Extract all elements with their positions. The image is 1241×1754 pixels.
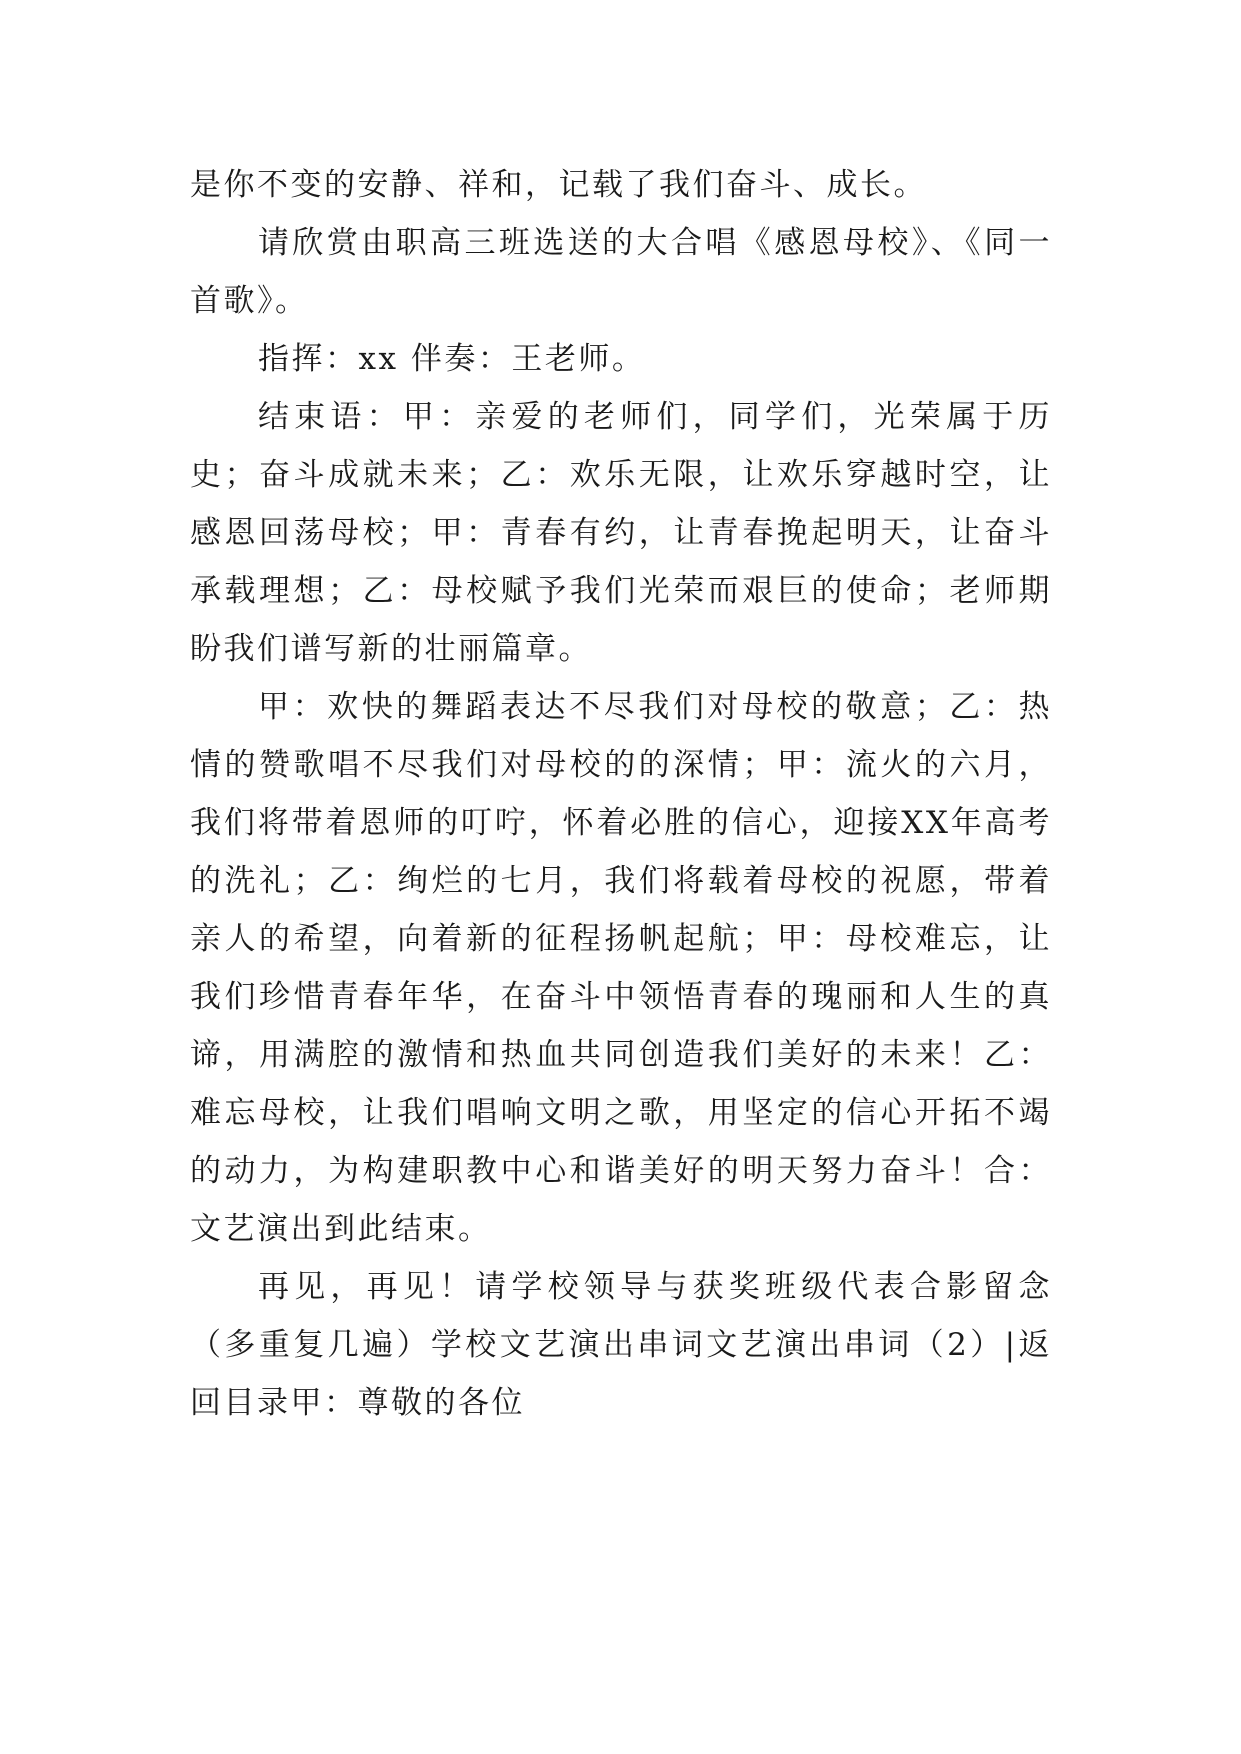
paragraph: 请欣赏由职高三班选送的大合唱《感恩母校》、《同一首歌》。 bbox=[190, 225, 1052, 319]
paragraph: 结束语：甲：亲爱的老师们，同学们，光荣属于历史；奋斗成就未来；乙：欢乐无限，让欢乐穿越时空，让感恩回荡母校；甲：青春有约，让青春挽起明天，让奋斗承载理想；乙：母校赋予我们光荣而艰巨的使命；老师期盼我们谱写新的壮丽篇章。 bbox=[190, 399, 1052, 667]
paragraph: 甲：欢快的舞蹈表达不尽我们对母校的敬意；乙：热情的赞歌唱不尽我们对母校的的深情；甲：流火的六月，我们将带着恩师的叮咛，怀着必胜的信心，迎接XX年高考的洗礼；乙：绚烂的七月，我们将载着母校的祝愿，带着亲人的希望，向着新的征程扬帆起航；甲：母校难忘，让我们珍惜青春年华，在奋斗中领悟青春的瑰丽和人生的真谛，用满腔的激情和热血共同创造我们美好的未来！乙：难忘母校，让我们唱响文明之歌，用坚定的信心开拓不竭的动力，为构建职教中心和谐美好的明天努力奋斗！合：文艺演出到此结束。 bbox=[190, 689, 1052, 1247]
paragraph: 再见，再见！请学校领导与获奖班级代表合影留念（多重复几遍）学校文艺演出串词文艺演出串词（2）|返回目录甲：尊敬的各位 bbox=[190, 1269, 1052, 1421]
paragraph: 是你不变的安静、祥和，记载了我们奋斗、成长。 bbox=[190, 167, 927, 203]
paragraph: 指挥：xx 伴奏：王老师。 bbox=[258, 341, 646, 377]
document-body bbox=[190, 156, 1052, 1432]
